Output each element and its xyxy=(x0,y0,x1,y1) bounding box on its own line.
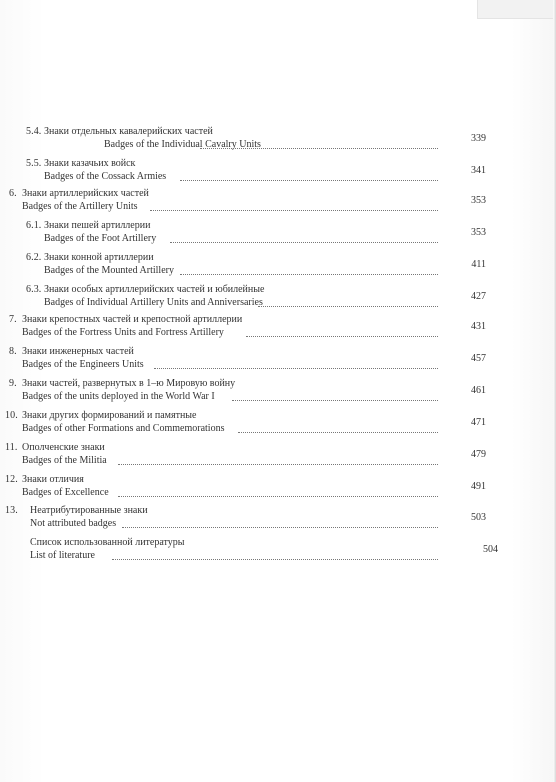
leader-dots xyxy=(246,336,438,337)
entry-number: 8. xyxy=(9,346,17,357)
entry-title-ru: Знаки инженерных частей xyxy=(22,346,134,357)
toc-entry xyxy=(0,378,556,408)
entry-number: 6. xyxy=(9,188,17,199)
toc-entry xyxy=(0,442,556,472)
leader-dots xyxy=(258,306,438,307)
entry-title-ru: Знаки частей, развернутых в 1–ю Мировую войну xyxy=(22,378,236,389)
entry-page: 427 xyxy=(471,291,486,302)
toc-entry xyxy=(0,126,556,156)
entry-number: 6.1. xyxy=(26,220,42,231)
entry-number: 12. xyxy=(5,474,18,485)
entry-page: 411 xyxy=(471,259,486,270)
entry-title-en: Badges of the Foot Artillery xyxy=(44,233,157,244)
entry-page: 457 xyxy=(471,353,486,364)
entry-number: 13. xyxy=(5,505,18,516)
entry-page: 341 xyxy=(471,165,486,176)
entry-title-en: Badges of the Fortress Units and Fortress Artillery xyxy=(22,327,224,338)
entry-title-ru: Список использованной литературы xyxy=(30,537,185,548)
toc-entry xyxy=(0,188,556,218)
toc-entry xyxy=(0,346,556,376)
entry-title-en: Badges of Individual Artillery Units and Anniversaries xyxy=(44,297,263,308)
toc-entry xyxy=(0,220,556,250)
entry-title-en: Badges of other Formations and Commemorations xyxy=(22,423,225,434)
entry-title-en: Badges of the Engineers Units xyxy=(22,359,144,370)
leader-dots xyxy=(170,242,438,243)
toc-entry xyxy=(0,252,556,282)
entry-title-en: Badges of the Mounted Artillery xyxy=(44,265,174,276)
entry-page: 431 xyxy=(471,321,486,332)
entry-title-ru: Знаки крепостных частей и крепостной артиллерии xyxy=(22,314,243,325)
leader-dots xyxy=(180,274,438,275)
leader-dots xyxy=(200,148,438,149)
entry-page: 471 xyxy=(471,417,486,428)
toc-entry xyxy=(0,537,556,567)
entry-title-en: List of literature xyxy=(30,550,95,561)
entry-number: 6.2. xyxy=(26,252,42,263)
toc-entry xyxy=(0,314,556,344)
entry-title-ru: Знаки отдельных кавалерийских частей xyxy=(44,126,213,137)
entry-title-ru: Знаки особых артиллерийских частей и юбилейные xyxy=(44,284,265,295)
entry-number: 7. xyxy=(9,314,17,325)
leader-dots xyxy=(112,559,438,560)
entry-page: 339 xyxy=(471,133,486,144)
entry-title-ru: Знаки артиллерийских частей xyxy=(22,188,149,199)
entry-title-en: Not attributed badges xyxy=(30,518,117,529)
entry-page: 353 xyxy=(471,195,486,206)
entry-title-ru: Знаки других формирований и памятные xyxy=(22,410,197,421)
leader-dots xyxy=(118,464,438,465)
leader-dots xyxy=(154,368,438,369)
entry-title-ru: Знаки конной артиллерии xyxy=(44,252,154,263)
entry-title-ru: Ополченские знаки xyxy=(22,442,105,453)
entry-page: 503 xyxy=(471,512,486,523)
leader-dots xyxy=(232,400,438,401)
entry-page: 353 xyxy=(471,227,486,238)
entry-number: 9. xyxy=(9,378,17,389)
entry-page: 479 xyxy=(471,449,486,460)
entry-number: 5.4. xyxy=(26,126,42,137)
entry-page: 461 xyxy=(471,385,486,396)
leader-dots xyxy=(122,527,438,528)
entry-title-en: Badges of Excellence xyxy=(22,487,109,498)
entry-number: 10. xyxy=(5,410,18,421)
entry-number: 5.5. xyxy=(26,158,42,169)
leader-dots xyxy=(180,180,438,181)
entry-title-en: Badges of the Cossack Armies xyxy=(44,171,167,182)
entry-title-en: Badges of the Individual Cavalry Units xyxy=(104,139,261,150)
entry-title-en: Badges of the units deployed in the World War I xyxy=(22,391,215,402)
entry-page: 504 xyxy=(483,544,498,555)
entry-title-ru: Неатрибутированные знаки xyxy=(30,505,148,516)
leader-dots xyxy=(118,496,438,497)
entry-title-ru: Знаки отличия xyxy=(22,474,84,485)
entry-number: 11. xyxy=(5,442,18,453)
toc-entry xyxy=(0,158,556,188)
toc-entry xyxy=(0,505,556,535)
entry-title-en: Badges of the Artillery Units xyxy=(22,201,138,212)
toc-entry xyxy=(0,474,556,504)
entry-page: 491 xyxy=(471,481,486,492)
toc-entry xyxy=(0,410,556,440)
entry-title-en: Badges of the Militia xyxy=(22,455,107,466)
entry-title-ru: Знаки пешей артиллерии xyxy=(44,220,151,231)
leader-dots xyxy=(238,432,438,433)
entry-title-ru: Знаки казачьих войск xyxy=(44,158,136,169)
leader-dots xyxy=(150,210,438,211)
toc-entry xyxy=(0,284,556,314)
entry-number: 6.3. xyxy=(26,284,42,295)
